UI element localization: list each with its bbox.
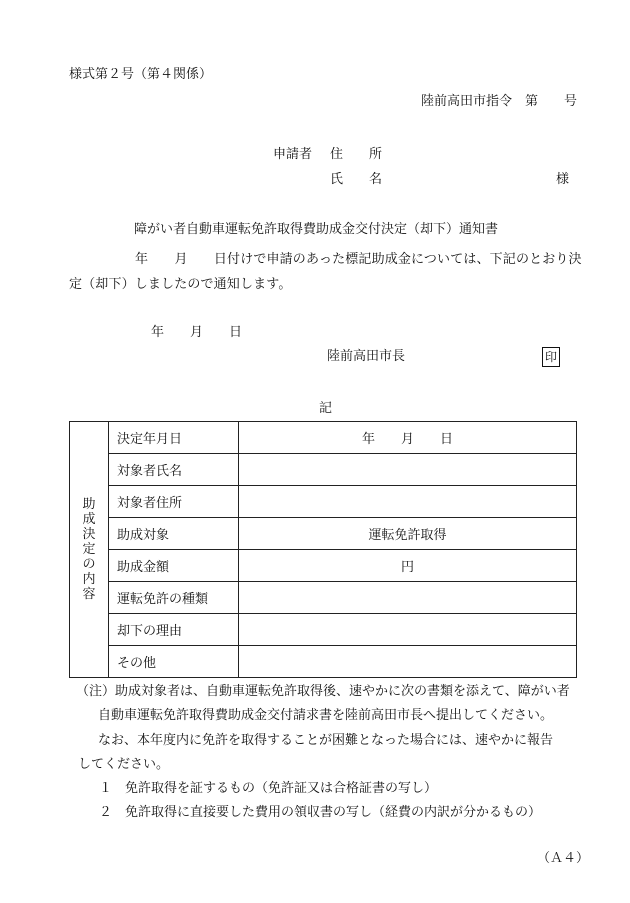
applicant-label: 申請者 [273,147,313,162]
decision-details-table [69,421,577,678]
row-value: 年 月 日 [239,422,577,454]
table-row [70,614,577,646]
document-title: 障がい者自動車運転免許取得費助成金交付決定（却下）通知書 [134,222,499,237]
row-label: 運転免許の種類 [109,582,239,614]
ki-heading: 記 [319,401,333,416]
row-label: その他 [109,646,239,678]
row-label: 対象者住所 [109,486,239,518]
paper-size: （Ａ４） [537,851,590,866]
table-row [70,646,577,678]
row-value [239,454,577,486]
row-label: 却下の理由 [109,614,239,646]
applicant-honorific: 様 [556,172,570,187]
row-label: 助成金額 [109,550,239,582]
applicant-address-label: 住 所 [330,147,383,162]
row-value [239,614,577,646]
note-item: １ 免許取得を証するもの（免許証又は合格証書の写し） [99,781,438,796]
seal-mark: 印 [542,347,560,367]
row-value: 円 [239,550,577,582]
row-value [239,582,577,614]
side-label: 助成決定の内容 [82,497,96,602]
row-label: 対象者氏名 [109,454,239,486]
note-line: なお、本年度内に免許を取得することが困難となった場合には、速やかに報告 [98,733,554,748]
issuer-line: 陸前高田市指令 第 号 [421,94,578,109]
table-row [70,550,577,582]
body-text: 年 月 日付けで申請のあった標記助成金については、下記のとおり決定（却下）しましたので通知します。 [69,252,582,292]
table-row [70,518,577,550]
row-value [239,486,577,518]
row-value [239,646,577,678]
applicant-name-label: 氏 名 [330,172,383,187]
row-label: 助成対象 [109,518,239,550]
row-label: 決定年月日 [109,422,239,454]
row-value: 運転免許取得 [239,518,577,550]
note-line: （注）助成対象者は、自動車運転免許取得後、速やかに次の書類を添えて、障がい者 [76,684,570,699]
table-row [70,486,577,518]
table-row [70,582,577,614]
mayor-title: 陸前高田市長 [327,349,406,364]
form-number: 様式第２号（第４関係） [69,67,213,82]
side-label-cell [70,422,109,678]
note-line: 自動車運転免許取得費助成金交付請求書を陸前高田市長へ提出してください。 [98,708,554,723]
note-line: してください。 [78,757,170,772]
table-row [70,454,577,486]
table-row [70,422,577,454]
date-line: 年 月 日 [151,325,243,340]
note-item: ２ 免許取得に直接要した費用の領収書の写し（経費の内訳が分かるもの） [99,805,542,820]
